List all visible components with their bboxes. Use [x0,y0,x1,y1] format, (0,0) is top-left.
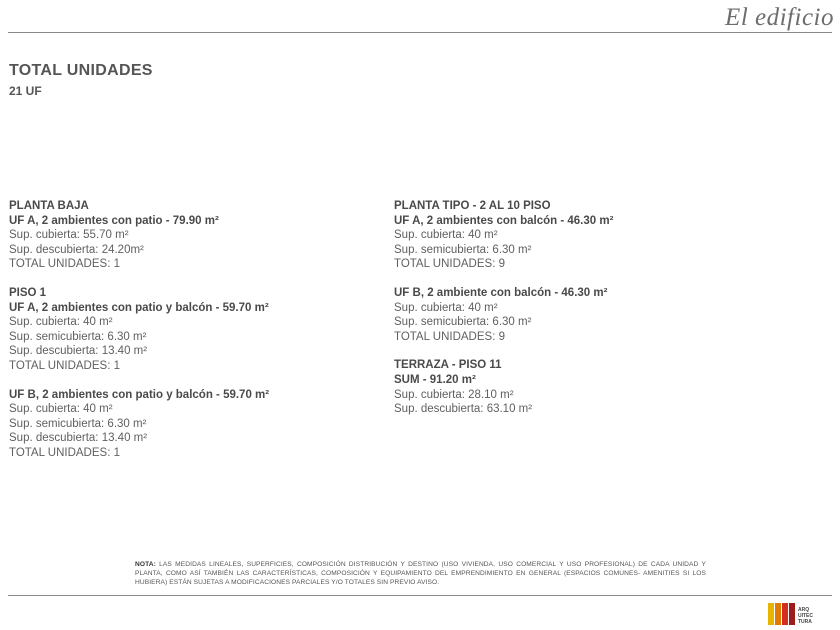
block-planta-tipo-uf-a [394,199,794,272]
logo-bar-darkred [789,603,795,625]
total-units-title: TOTAL UNIDADES [9,62,153,79]
company-logo [768,603,826,625]
logo-bar-orange [775,603,781,625]
total-units-value: 21 UF [9,84,42,98]
spec-line: Sup. descubierta: 13.40 m² [9,345,148,358]
floor-heading: PLANTA BAJA [9,200,89,212]
spec-line: Sup. descubierta: 13.40 m² [9,432,148,445]
spec-line: Sup. semicubierta: 6.30 m² [9,330,147,343]
spec-line: TOTAL UNIDADES: 1 [9,258,120,271]
spec-line: TOTAL UNIDADES: 9 [394,258,505,271]
right-column [394,199,794,431]
spec-line: Sup. cubierta: 40 m² [9,403,113,416]
logo-text [798,607,813,625]
spec-line: Sup. cubierta: 40 m² [9,316,113,329]
block-planta-tipo-uf-b [394,286,794,344]
spec-line: Sup. semicubierta: 6.30 m² [394,316,532,329]
spec-line: Sup. descubierta: 24.20m² [9,243,144,256]
unit-heading: UF B, 2 ambiente con balcón - 46.30 m² [394,286,608,299]
unit-heading: UF A, 2 ambientes con patio - 79.90 m² [9,214,219,227]
note-label: NOTA: [135,561,156,568]
logo-text-line: UITEC [798,613,813,619]
spec-line: Sup. cubierta: 40 m² [394,229,498,242]
spec-line: Sup. semicubierta: 6.30 m² [9,417,147,430]
header-divider [8,32,832,33]
spec-line: Sup. semicubierta: 6.30 m² [394,243,532,256]
footer-divider [8,595,832,596]
logo-bar-yellow [768,603,774,625]
unit-heading: UF A, 2 ambientes con balcón - 46.30 m² [394,214,614,227]
unit-heading: UF A, 2 ambientes con patio y balcón - 59.70 m² [9,301,269,314]
disclaimer-note [135,561,706,587]
brand-title: El edificio [725,4,834,31]
block-piso-1-uf-b [9,388,379,461]
spec-line: TOTAL UNIDADES: 9 [394,330,505,343]
logo-text-line: ARQ [798,607,810,613]
unit-heading: SUM - 91.20 m² [394,373,476,386]
spec-line: Sup. cubierta: 40 m² [394,301,498,314]
spec-line: TOTAL UNIDADES: 1 [9,446,120,459]
unit-heading: UF B, 2 ambientes con patio y balcón - 59.70 m² [9,388,270,401]
spec-line: Sup. descubierta: 63.10 m² [394,403,533,416]
logo-bar-red [782,603,788,625]
spec-line: Sup. cubierta: 28.10 m² [394,388,514,401]
block-terraza [394,358,794,416]
logo-text-line: TURA [798,619,812,625]
block-planta-baja [9,199,379,272]
floor-heading: TERRAZA - PISO 11 [394,359,502,372]
floor-heading: PLANTA TIPO - 2 AL 10 PISO [394,200,551,212]
spec-line: TOTAL UNIDADES: 1 [9,359,120,372]
note-text: LAS MEDIDAS LINEALES, SUPERFICIES, COMPOSICIÓN DISTRIBUCIÓN Y DESTINO (USO VIVIENDA, USO COMERCIAL Y USO PROFESIONAL) DE CADA UNIDAD Y PLANTA, COMO ASÍ TAMBIÉN LAS CARACTERÍSTICAS, COMPOSICIÓN Y EQUIPAMIENTO DEL EMPRENDIMIENTO EN GENERAL (ESPACIOS COMUNES- AMENITIES SI LOS HUBIERA) ESTÁN SUJETAS A MODIFICACIONES PARCIALES Y/O TOTALES SIN PREVIO AVISO. [135,561,706,586]
spec-line: Sup. cubierta: 55.70 m² [9,229,129,242]
block-piso-1-uf-a [9,286,379,374]
left-column [9,199,379,475]
floor-heading: PISO 1 [9,286,47,299]
